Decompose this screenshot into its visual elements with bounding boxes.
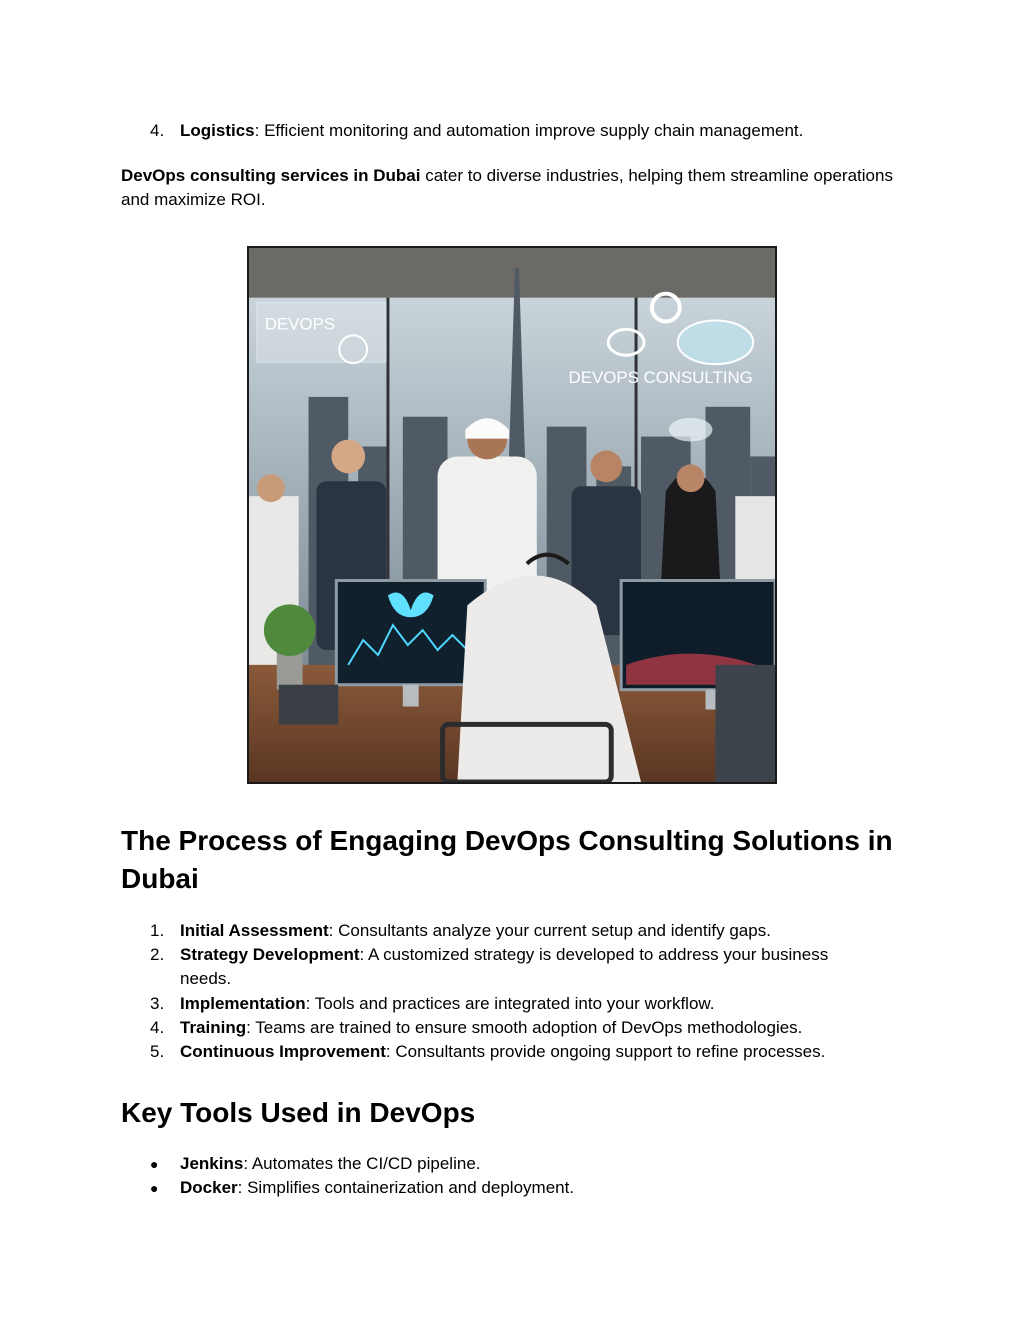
list-item-logistics	[150, 119, 803, 143]
list-item-training	[150, 1016, 802, 1040]
list-text: : Tools and practices are integrated into your workflow.	[305, 994, 715, 1013]
small-cloud-icon	[669, 418, 713, 442]
list-term: Implementation	[180, 994, 306, 1013]
intro-paragraph	[121, 164, 901, 212]
list-number: 5.	[150, 1042, 165, 1061]
list-term: Initial Assessment	[180, 921, 329, 940]
list-number: 2.	[150, 945, 165, 964]
cloud-icon	[678, 320, 753, 364]
intro-text: cater to diverse industries, helping them streamline operations and maximize ROI.	[121, 166, 893, 209]
left-person-arm	[279, 685, 339, 725]
list-item-strategy-development	[150, 943, 828, 967]
list-term: Continuous Improvement	[180, 1042, 386, 1061]
list-term: Docker	[180, 1178, 238, 1197]
list-term: Logistics	[180, 121, 255, 140]
list-text: : A customized strategy is developed to address your business	[359, 945, 829, 964]
list-text: : Teams are trained to ensure smooth adoption of DevOps methodologies.	[246, 1018, 803, 1037]
list-item-initial-assessment	[150, 919, 771, 943]
list-term: Strategy Development	[180, 945, 360, 964]
list-number: 4.	[150, 1018, 165, 1037]
sign-left	[257, 303, 386, 364]
list-item-jenkins	[150, 1152, 481, 1176]
intro-bold: DevOps consulting services in Dubai	[121, 166, 421, 185]
list-text-continuation: needs.	[180, 969, 232, 988]
heading-tools: Key Tools Used in DevOps	[121, 1097, 476, 1128]
list-number: 3.	[150, 994, 165, 1013]
list-term: Training	[180, 1018, 247, 1037]
list-term: Jenkins	[180, 1154, 244, 1173]
list-number: 1.	[150, 921, 165, 940]
heading-process: The Process of Engaging DevOps Consulting Solutions in Dubai	[121, 825, 893, 894]
right-person-arm	[715, 665, 775, 782]
list-item-strategy-continuation	[150, 967, 231, 991]
bullet-icon: ●	[150, 1156, 159, 1172]
list-text: : Automates the CI/CD pipeline.	[243, 1154, 481, 1173]
list-text: : Simplifies containerization and deployment.	[237, 1178, 575, 1197]
devops-consulting-illustration	[247, 246, 777, 784]
bullet-icon: ●	[150, 1180, 159, 1196]
sign-right-text: DEVOPS CONSULTING	[568, 368, 753, 388]
list-item-docker	[150, 1176, 574, 1200]
list-text: : Consultants analyze your current setup and identify gaps.	[328, 921, 771, 940]
list-item-implementation	[150, 992, 714, 1016]
list-item-continuous-improvement	[150, 1040, 825, 1064]
list-text: : Efficient monitoring and automation improve supply chain management.	[254, 121, 804, 140]
illustration-svg	[249, 248, 775, 782]
sign-left-text: DEVOPS	[264, 314, 336, 334]
list-text: : Consultants provide ongoing support to refine processes.	[385, 1042, 826, 1061]
list-number: 4.	[150, 121, 165, 140]
